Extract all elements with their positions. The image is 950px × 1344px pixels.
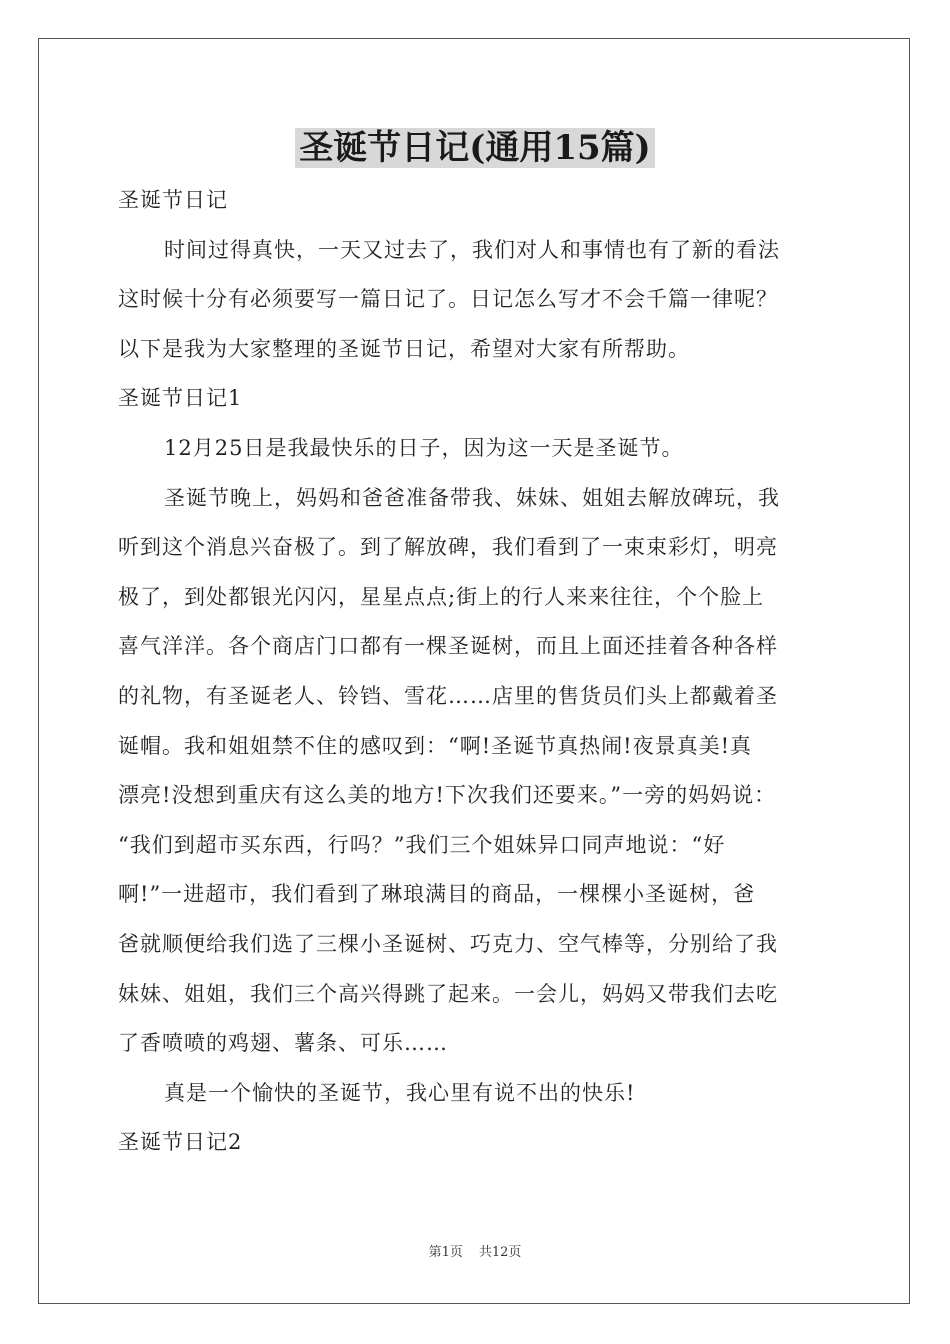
paragraph-line: 妹妹、姐姐，我们三个高兴得跳了起来。一会儿，妈妈又带我们去吃 [118, 981, 778, 1006]
document-body [118, 176, 838, 1168]
page-number: 第1页 [428, 1245, 463, 1260]
paragraph-line: 这时候十分有必须要写一篇日记了。日记怎么写才不会千篇一律呢？ [118, 287, 778, 312]
document-title-text: 圣诞节日记(通用15篇) [295, 128, 655, 168]
paragraph-line: 的礼物，有圣诞老人、铃铛、雪花……店里的售货员们头上都戴着圣 [118, 683, 778, 708]
paragraph-line: 了香喷喷的鸡翅、薯条、可乐…… [118, 1031, 448, 1056]
paragraph-line: “我们到超市买东西，行吗？”我们三个姐妹异口同声地说：“好 [118, 832, 726, 857]
paragraph-line: 啊!”一进超市，我们看到了琳琅满目的商品，一棵棵小圣诞树，爸 [118, 882, 756, 907]
section-heading: 圣诞节日记2 [118, 1130, 243, 1155]
page-total: 共12页 [478, 1245, 522, 1260]
paragraph-line: 圣诞节晚上，妈妈和爸爸准备带我、妹妹、姐姐去解放碑玩，我 [164, 485, 780, 510]
page-footer [0, 1244, 950, 1262]
paragraph-line: 漂亮!没想到重庆有这么美的地方!下次我们还要来。”一旁的妈妈说： [118, 783, 777, 808]
paragraph-line: 诞帽。我和姐姐禁不住的感叹到：“啊!圣诞节真热闹!夜景真美!真 [118, 733, 753, 758]
section-heading: 圣诞节日记1 [118, 386, 243, 411]
document-title [0, 126, 950, 170]
paragraph-line: 听到这个消息兴奋极了。到了解放碑，我们看到了一束束彩灯，明亮 [118, 535, 778, 560]
paragraph-line: 12月25日是我最快乐的日子，因为这一天是圣诞节。 [164, 435, 684, 460]
paragraph-line: 爸就顺便给我们选了三棵小圣诞树、巧克力、空气棒等，分别给了我 [118, 931, 778, 956]
paragraph-line: 以下是我为大家整理的圣诞节日记，希望对大家有所帮助。 [118, 336, 690, 361]
paragraph-line: 喜气洋洋。各个商店门口都有一棵圣诞树，而且上面还挂着各种各样 [118, 634, 778, 659]
section-heading: 圣诞节日记 [118, 188, 228, 212]
paragraph-line: 真是一个愉快的圣诞节，我心里有说不出的快乐! [164, 1080, 636, 1105]
paragraph-line: 时间过得真快，一天又过去了，我们对人和事情也有了新的看法 [164, 237, 780, 262]
paragraph-line: 极了，到处都银光闪闪，星星点点;街上的行人来来往往，个个脸上 [118, 584, 765, 609]
